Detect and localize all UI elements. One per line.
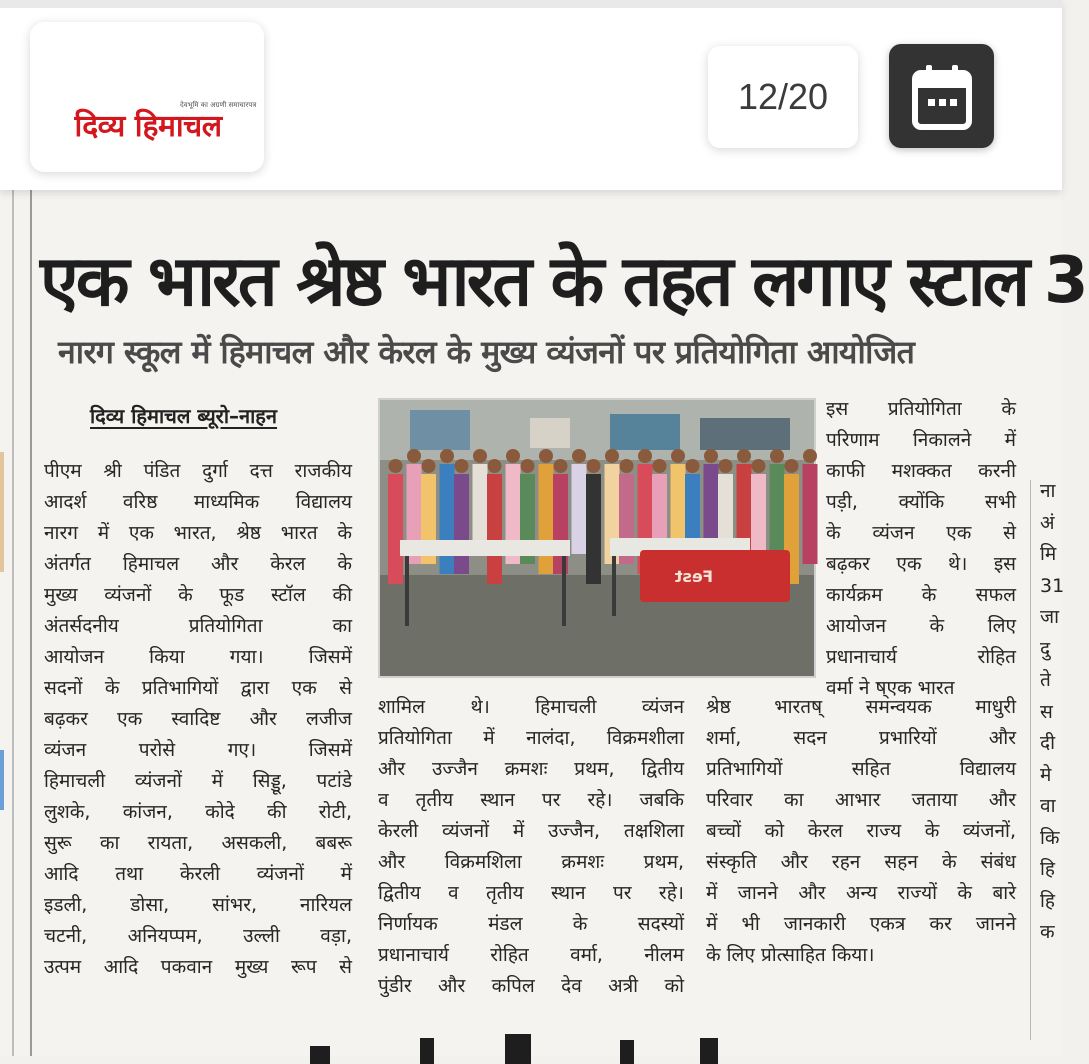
text-line: नारग में एक भारत, श्रेष्ठ भारत के bbox=[44, 522, 352, 544]
text-line: बच्चों को केरल राज्य के व्यंजनों, bbox=[706, 820, 1016, 842]
next-headline-cutoff bbox=[0, 1024, 1062, 1064]
photo-figure-head bbox=[506, 449, 520, 463]
photo-figure bbox=[487, 474, 502, 584]
photo-figure bbox=[770, 464, 785, 554]
margin-mark bbox=[0, 750, 4, 810]
calendar-button[interactable] bbox=[889, 44, 994, 148]
text-line: द्वितीय व तृतीय स्थान पर रहे। bbox=[378, 882, 684, 904]
photo-banner-text: Fest bbox=[674, 567, 713, 586]
text-line: बढ़कर एक स्वादिष्ट और लजीज bbox=[44, 708, 352, 730]
article-headline: एक भारत श्रेष्ठ भारत के तहत लगाए स्टाल bbox=[40, 240, 1028, 322]
adjacent-article-fragment bbox=[1040, 476, 1064, 949]
article-column-middle bbox=[378, 692, 684, 1002]
logo-tagline: देवभूमि का अग्रणी समाचारपत्र bbox=[180, 101, 257, 109]
article-byline: दिव्य हिमाचल ब्यूरो–नाहन bbox=[90, 404, 278, 428]
text-line: लुशके, कांजन, कोदे की रोटी, bbox=[44, 801, 352, 823]
text-line: क bbox=[1040, 921, 1055, 943]
text-line: केरली व्यंजनों में उज्जैन, तक्षशिला bbox=[378, 820, 684, 842]
next-headline-fragment: 3 bbox=[1044, 244, 1089, 318]
photo-figure-head bbox=[539, 449, 553, 463]
text-line: में भी जानकारी एकत्र कर जानने bbox=[706, 913, 1016, 935]
newspaper-page[interactable] bbox=[0, 190, 1089, 1056]
text-line: इडली, डोसा, सांभर, नारियल bbox=[44, 894, 352, 916]
photo-figure-head bbox=[521, 459, 535, 473]
logo-card[interactable] bbox=[30, 22, 264, 172]
text-line: मि bbox=[1040, 543, 1057, 565]
text-line: इस प्रतियोगिता के bbox=[826, 398, 1016, 420]
text-line: शर्मा, सदन प्रभारियों और bbox=[706, 727, 1016, 749]
text-line: पड़ी, क्योंकि सभी bbox=[826, 491, 1016, 513]
photo-figure bbox=[440, 464, 455, 574]
column-rule bbox=[30, 190, 32, 1056]
text-line: में जानने और अन्य राज्यों के बारे bbox=[706, 882, 1016, 904]
photo-figure-head bbox=[638, 449, 652, 463]
photo-figure bbox=[586, 474, 601, 584]
article-photo bbox=[378, 398, 816, 678]
photo-figure-head bbox=[473, 449, 487, 463]
text-line: काफी मशक्कत करनी bbox=[826, 460, 1016, 482]
text-line: हि bbox=[1040, 889, 1056, 912]
text-line: व्यंजन परोसे गए। जिसमें bbox=[44, 739, 352, 761]
text-line: उत्पम आदि पकवान मुख्य रूप से bbox=[44, 956, 352, 978]
text-line: हि bbox=[1040, 858, 1056, 880]
photo-figure bbox=[539, 464, 554, 574]
text-line: वा bbox=[1040, 795, 1056, 817]
margin-mark bbox=[0, 452, 4, 572]
photo-figure-head bbox=[653, 459, 667, 473]
text-line: हिमाचली व्यंजनों में सिड्डू, पटांडे bbox=[44, 770, 352, 792]
text-line: परिणाम निकालने में bbox=[826, 429, 1016, 451]
text-line: और उज्जैन क्रमशः प्रथम, द्वितीय bbox=[378, 758, 684, 780]
calendar-icon bbox=[912, 63, 972, 129]
text-line: निर्णायक मंडल के सदस्यों bbox=[378, 913, 684, 935]
text-line: संस्कृति और रहन सहन के संबंध bbox=[706, 851, 1016, 873]
text-line: अंतर्गत हिमाचल और केरल के bbox=[44, 553, 352, 575]
text-line: आयोजन के लिए bbox=[826, 615, 1016, 637]
photo-figure-head bbox=[737, 449, 751, 463]
photo-figure-head bbox=[752, 459, 766, 473]
text-line: पुंडीर और कपिल देव अत्री को bbox=[378, 975, 684, 997]
photo-figure bbox=[454, 474, 469, 574]
text-line: कि bbox=[1040, 826, 1060, 849]
text-line: प्रधानाचार्य रोहित bbox=[826, 646, 1016, 668]
app-header bbox=[0, 0, 1062, 190]
text-line: अंतर्सदनीय प्रतियोगिता का bbox=[44, 615, 352, 637]
text-line: सदनों के प्रतिभागियों द्वारा एक से bbox=[44, 677, 352, 699]
photo-figure-head bbox=[572, 449, 586, 463]
photo-figure-head bbox=[605, 449, 619, 463]
photo-figure bbox=[388, 474, 403, 584]
photo-figure-head bbox=[455, 459, 469, 473]
photo-figure-head bbox=[770, 449, 784, 463]
photo-figure-head bbox=[554, 459, 568, 473]
article-column-right-bottom bbox=[706, 692, 1016, 971]
article-column-right-top bbox=[826, 394, 1016, 704]
photo-figure-head bbox=[620, 459, 634, 473]
text-line: ना bbox=[1040, 480, 1056, 502]
page-indicator[interactable]: 12/20 bbox=[708, 46, 858, 148]
text-line: व तृतीय स्थान पर रहे। जबकि bbox=[378, 789, 684, 811]
text-line: प्रतिभागियों सहित विद्यालय bbox=[706, 758, 1016, 780]
photo-figure-head bbox=[389, 459, 403, 473]
text-line: सुरू का रायता, असकली, बबरू bbox=[44, 832, 352, 854]
text-line: आयोजन किया गया। जिसमें bbox=[44, 646, 352, 668]
status-strip bbox=[0, 0, 1062, 8]
text-line: पीएम श्री पंडित दुर्गा दत्त राजकीय bbox=[44, 460, 352, 482]
text-line: मे bbox=[1040, 763, 1052, 786]
text-line: चटनी, अनियप्पम, उल्ली वड़ा, bbox=[44, 925, 352, 947]
photo-figure-head bbox=[803, 449, 817, 463]
text-line: श्रेष्ठ भारतष् समन्वयक माधुरी bbox=[706, 696, 1016, 718]
text-line: और विक्रमशिला क्रमशः प्रथम, bbox=[378, 851, 684, 873]
text-line: के व्यंजन एक से bbox=[826, 522, 1016, 544]
photo-figure-head bbox=[704, 449, 718, 463]
text-line: दु bbox=[1040, 637, 1051, 660]
photo-figure-head bbox=[671, 449, 685, 463]
column-rule bbox=[12, 190, 14, 1056]
text-line: के लिए प्रोत्साहित किया। bbox=[706, 944, 875, 966]
photo-figure-head bbox=[686, 459, 700, 473]
text-line: बढ़कर एक थे। इस bbox=[826, 553, 1016, 575]
text-line: जा bbox=[1040, 606, 1060, 628]
text-line: स bbox=[1040, 700, 1053, 723]
group-photo-image bbox=[380, 400, 814, 676]
text-line: कार्यक्रम के सफल bbox=[826, 584, 1016, 606]
photo-figure-head bbox=[407, 449, 421, 463]
text-line: प्रतियोगिता में नालंदा, विक्रमशीला bbox=[378, 727, 684, 749]
column-rule bbox=[1030, 480, 1031, 1040]
text-line: शामिल थे। हिमाचली व्यंजन bbox=[378, 696, 684, 718]
photo-figure-head bbox=[440, 449, 454, 463]
logo: दिव्य हिमाचल bbox=[74, 109, 222, 144]
photo-figure-head bbox=[422, 459, 436, 473]
photo-figure-head bbox=[719, 459, 733, 473]
text-line: अं bbox=[1040, 511, 1055, 534]
article-subheadline: नारग स्कूल में हिमाचल और केरल के मुख्य व्यंजनों पर प्रतियोगिता आयोजित bbox=[58, 333, 915, 371]
text-line: वर्मा ने ष्एक भारत bbox=[826, 677, 955, 699]
text-line: मुख्य व्यंजनों के फूड स्टॉल की bbox=[44, 584, 352, 606]
text-line: दी bbox=[1040, 732, 1056, 754]
text-line: ते bbox=[1040, 669, 1051, 691]
text-line: आदि तथा केरली व्यंजनों में bbox=[44, 863, 352, 885]
photo-figure-head bbox=[488, 459, 502, 473]
photo-figure-head bbox=[587, 459, 601, 473]
photo-figure-head bbox=[785, 459, 799, 473]
text-line: आदर्श वरिष्ठ माध्यमिक विद्यालय bbox=[44, 491, 352, 513]
text-line: 31 bbox=[1040, 574, 1065, 597]
text-line: परिवार का आभार जताया और bbox=[706, 789, 1016, 811]
article-column-left bbox=[44, 456, 352, 983]
photo-figure bbox=[572, 464, 587, 554]
photo-figure bbox=[803, 464, 818, 564]
text-line: प्रधानाचार्य रोहित वर्मा, नीलम bbox=[378, 944, 684, 966]
